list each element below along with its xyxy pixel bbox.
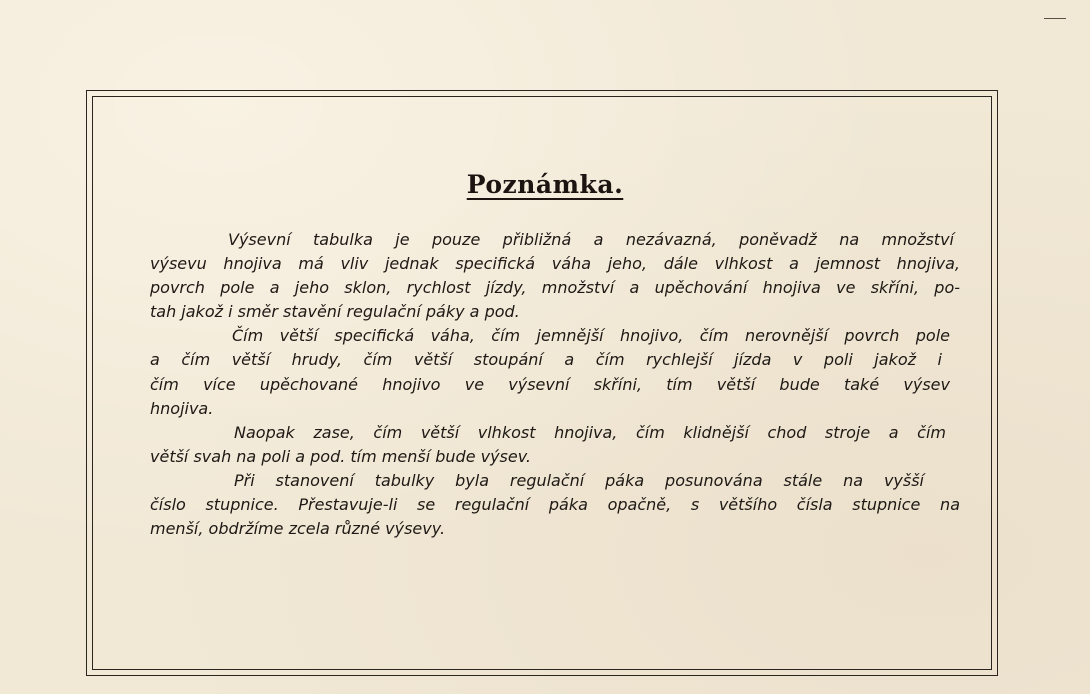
paragraph-2-line-2: a čím větší hrudy, čím větší stoupání a čím rychlejší jízda v poli jakož i <box>150 350 942 370</box>
note-body <box>150 228 960 541</box>
paragraph-1-line-4: tah jakož i směr stavění regulační páky a pod. <box>150 302 520 322</box>
paragraph-1-line-2: výsevu hnojiva má vliv jednak specifická váha jeho, dále vlhkost a jemnost hnojiva, <box>150 254 960 274</box>
paragraph-3-line-1: Naopak zase, čím větší vlhkost hnojiva, čím klidnější chod stroje a čím <box>234 422 946 442</box>
paragraph-2-line-3: čím více upěchované hnojivo ve výsevní skříni, tím větší bude také výsev <box>150 374 950 394</box>
note-title <box>0 170 1090 199</box>
paragraph-2-line-1: Čím větší specifická váha, čím jemnější hnojivo, čím nerovnější povrch pole <box>232 326 950 346</box>
paragraph-4-line-1: Při stanovení tabulky byla regulační páka posunována stále na vyšší <box>234 470 924 490</box>
paragraph-4-line-3: menší, obdržíme zcela různé výsevy. <box>150 519 446 539</box>
paragraph-3-line-2: větší svah na poli a pod. tím menší bude výsev. <box>150 446 531 466</box>
paragraph-1-line-1: Výsevní tabulka je pouze přibližná a nezávazná, poněvadž na množství <box>228 230 954 249</box>
paragraph-2-line-4: hnojiva. <box>150 398 214 418</box>
note-title-text: Poznámka. <box>466 170 624 199</box>
paragraph-1-line-3: povrch pole a jeho sklon, rychlost jízdy, množství a upěchování hnojiva ve skříni, po- <box>150 278 960 298</box>
page-edge-mark <box>1044 18 1066 19</box>
paragraph-4-line-2: číslo stupnice. Přestavuje-li se regulační páka opačně, s většího čísla stupnice na <box>150 495 960 515</box>
